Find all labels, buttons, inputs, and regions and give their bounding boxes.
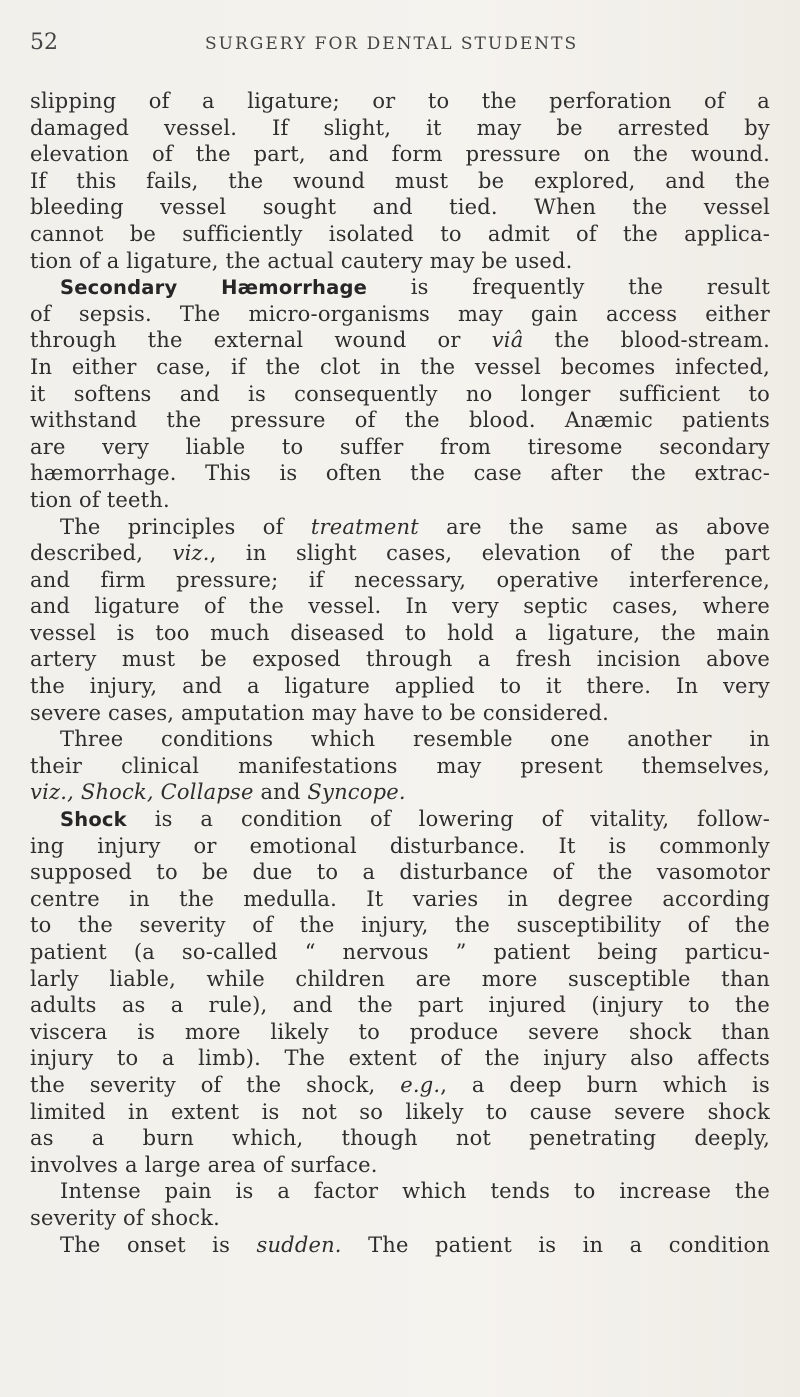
- text-line: and ligature of the vessel. In very septic cases, where: [30, 594, 770, 619]
- italic-term: viâ: [491, 328, 524, 353]
- text-line: it softens and is consequently no longer sufficient to: [30, 381, 770, 406]
- text-run: is frequently the result: [367, 275, 770, 300]
- text-line: elevation of the part, and form pressure on the wound.: [30, 142, 770, 167]
- page-number: 52: [30, 30, 58, 55]
- text-run: described,: [30, 541, 173, 566]
- italic-term: viz., Shock, Collapse: [30, 780, 254, 805]
- text-line: tion of a ligature, the actual cautery may be used.: [30, 248, 573, 273]
- running-title: SURGERY FOR DENTAL STUDENTS: [205, 34, 579, 54]
- text-line: are very liable to suffer from tiresome secondary: [30, 434, 770, 459]
- paragraph-start-intense-pain: Intense pain is a factor which tends to increase the: [60, 1179, 770, 1204]
- text-line: In either case, if the clot in the vessel becomes infected,: [30, 354, 770, 379]
- paragraph-start-onset: [30, 1232, 770, 1259]
- paragraph-start-shock: [30, 806, 770, 833]
- text-line: adults as a rule), and the part injured (injury to the: [30, 993, 770, 1018]
- text-line: damaged vessel. If slight, it may be arrested by: [30, 115, 770, 140]
- text-line: to the severity of the injury, the susceptibility of the: [30, 913, 770, 938]
- text-line: and firm pressure; if necessary, operative interference,: [30, 567, 770, 592]
- text-run: The onset is: [60, 1232, 257, 1257]
- text-line: severity of shock.: [30, 1205, 221, 1230]
- italic-term: Syncope.: [307, 780, 406, 805]
- text-run: the blood-stream.: [523, 328, 770, 353]
- text-line: cannot be sufficiently isolated to admit of the applica-: [30, 221, 770, 246]
- section-heading-shock: Shock: [60, 808, 127, 832]
- running-header: [30, 30, 750, 60]
- paragraph-start-three-conditions: Three conditions which resemble one another in: [60, 727, 770, 752]
- text-line: severe cases, amputation may have to be considered.: [30, 700, 609, 725]
- text-line: limited in extent is not so likely to cause severe shock: [30, 1099, 770, 1124]
- text-line: the injury, and a ligature applied to it there. In very: [30, 674, 770, 699]
- text-line: [30, 540, 770, 567]
- text-line: [30, 327, 770, 354]
- text-line: centre in the medulla. It varies in degree according: [30, 886, 770, 911]
- text-run: , in slight cases, elevation of the part: [209, 541, 770, 566]
- text-line: slipping of a ligature; or to the perforation of a: [30, 89, 770, 113]
- text-line: larly liable, while children are more susceptible than: [30, 966, 770, 991]
- text-line: hæmorrhage. This is often the case after the extrac-: [30, 461, 770, 486]
- text-run: are the same as above: [418, 514, 770, 539]
- text-line: of sepsis. The micro-organisms may gain access either: [30, 301, 770, 326]
- italic-term: e.g.: [400, 1072, 441, 1097]
- text-run: , a deep burn which is: [440, 1072, 770, 1097]
- text-line: their clinical manifestations may present themselves,: [30, 753, 770, 778]
- paragraph-start-treatment: [30, 514, 770, 541]
- text-line: vessel is too much diseased to hold a ligature, the main: [30, 620, 770, 645]
- text-line: withstand the pressure of the blood. Anæmic patients: [30, 408, 770, 433]
- italic-term: sudden.: [256, 1232, 342, 1257]
- text-line: artery must be exposed through a fresh incision above: [30, 647, 770, 672]
- section-heading-secondary-haemorrhage: Secondary Hæmorrhage: [60, 276, 368, 300]
- text-line: viscera is more likely to produce severe shock than: [30, 1019, 770, 1044]
- text-run: through the external wound or: [30, 328, 492, 353]
- text-line: injury to a limb). The extent of the injury also affects: [30, 1046, 770, 1071]
- text-line: involves a large area of surface.: [30, 1152, 378, 1177]
- text-run: is a condition of lowering of vitality, follow-: [126, 807, 770, 832]
- text-line: If this fails, the wound must be explored, and the: [30, 168, 770, 193]
- text-line: as a burn which, though not penetrating deeply,: [30, 1126, 770, 1151]
- text-run: and: [253, 780, 308, 805]
- text-run: The patient is in a condition: [341, 1232, 771, 1257]
- text-run: the severity of the shock,: [30, 1072, 401, 1097]
- text-line: [30, 779, 770, 806]
- text-line: ing injury or emotional disturbance. It is commonly: [30, 833, 770, 858]
- italic-term: treatment: [310, 514, 419, 539]
- text-line: supposed to be due to a disturbance of the vasomotor: [30, 860, 770, 885]
- text-line: tion of teeth.: [30, 487, 170, 512]
- text-run: The principles of: [60, 514, 311, 539]
- text-line: patient (a so-called “ nervous ” patient being particu-: [30, 940, 770, 964]
- text-line: bleeding vessel sought and tied. When the vessel: [30, 195, 770, 220]
- paragraph-start-secondary-haemorrhage: [30, 274, 770, 301]
- italic-term: viz.: [172, 541, 210, 566]
- body-text: [30, 88, 770, 1258]
- text-line: [30, 1072, 770, 1099]
